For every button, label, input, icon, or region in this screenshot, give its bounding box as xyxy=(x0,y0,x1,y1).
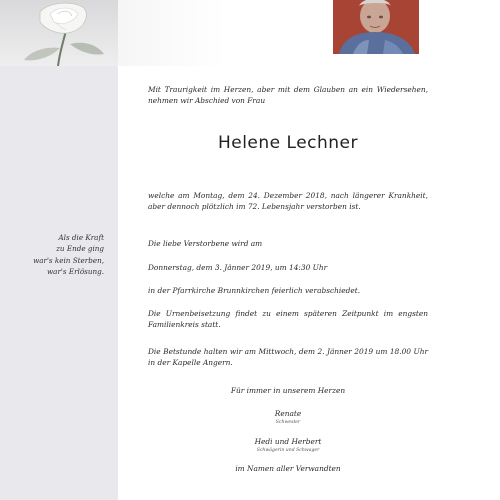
portrait-icon xyxy=(333,0,419,54)
mourner-relation: Schwester xyxy=(275,420,301,425)
urn-notice: Die Urnenbeisetzung findet zu einem späteren Zeitpunkt im engsten Familienkreis statt. xyxy=(148,309,428,330)
mourner-relation: Schwägerin und Schwager xyxy=(256,448,320,453)
quote-line: war's kein Sterben, xyxy=(33,255,104,265)
relatives-line: im Namen aller Verwandten xyxy=(235,464,341,473)
portrait-photo xyxy=(333,0,419,54)
farewell-intro: Die liebe Verstorbene wird am xyxy=(148,239,263,248)
prayer-notice: Die Betstunde halten wir am Mittwoch, dem 2. Jänner 2019 um 18.00 Uhr in der Kapelle Angern. xyxy=(148,347,428,368)
mourner-name: Renate xyxy=(274,409,302,418)
quote-line: war's Erlösung. xyxy=(47,266,104,276)
mourner-name: Hedi und Herbert xyxy=(254,437,322,446)
quote-line: zu Ende ging xyxy=(56,244,104,254)
sidebar-quote xyxy=(14,232,104,277)
intro-text: Mit Traurigkeit im Herzen, aber mit dem Glauben an ein Wiedersehen, nehmen wir Abschied von Frau xyxy=(148,85,428,106)
farewell-date: Donnerstag, dem 3. Jänner 2019, um 14:30 Uhr xyxy=(148,263,328,272)
rose-image xyxy=(0,0,118,66)
rose-icon xyxy=(0,0,118,66)
quote-line: Als die Kraft xyxy=(58,233,104,242)
farewell-place: in der Pfarrkirche Brunnkirchen feierlich verabschiedet. xyxy=(148,286,361,295)
deceased-name: Helene Lechner xyxy=(217,133,359,153)
death-notice: welche am Montag, dem 24. Dezember 2018, nach längerer Krankheit, aber dennoch plötzlich im 72. Lebensjahr verstorben ist. xyxy=(148,191,428,212)
closing-line: Für immer in unserem Herzen xyxy=(230,386,346,395)
